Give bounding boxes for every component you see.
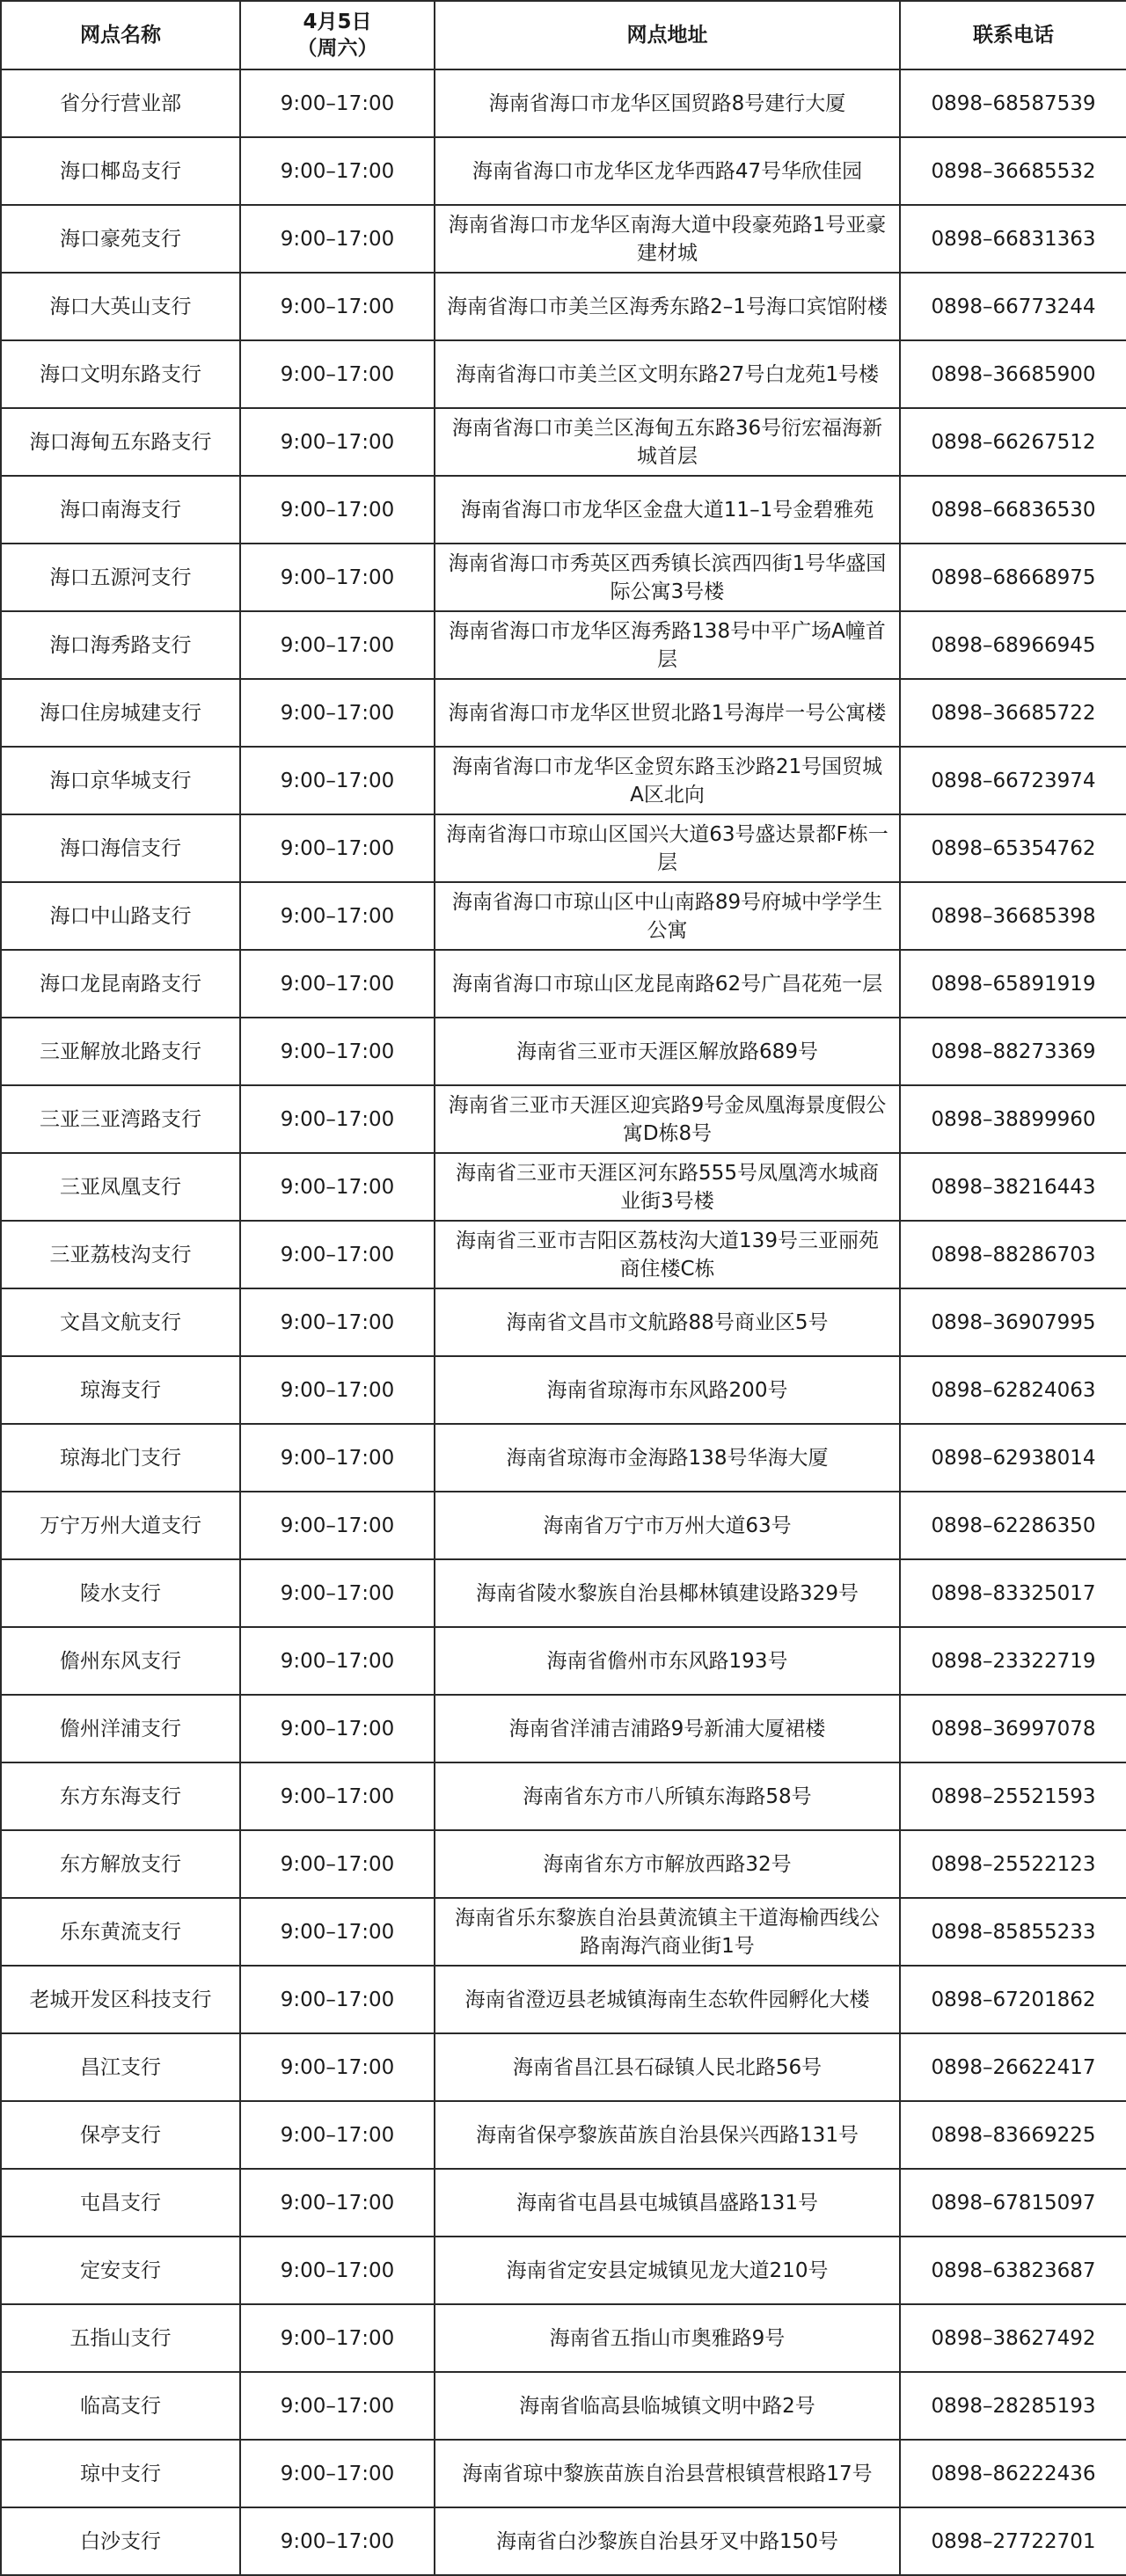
table-row (1, 137, 1126, 205)
phone-cell: 0898–66836530 (900, 476, 1126, 544)
table-row (1, 2237, 1126, 2304)
table-body (1, 69, 1126, 2575)
branch-name-cell: 定安支行 (1, 2237, 240, 2304)
phone-cell: 0898–38216443 (900, 1153, 1126, 1221)
phone-cell: 0898–23322719 (900, 1627, 1126, 1695)
hours-cell: 9:00–17:00 (240, 1492, 435, 1559)
header-address: 网点地址 (435, 1, 900, 69)
hours-cell: 9:00–17:00 (240, 1627, 435, 1695)
phone-cell: 0898–38899960 (900, 1085, 1126, 1153)
branch-name-cell: 临高支行 (1, 2372, 240, 2440)
phone-cell: 0898–36685900 (900, 340, 1126, 408)
address-cell: 海南省琼中黎族苗族自治县营根镇营根路17号 (435, 2440, 900, 2507)
phone-cell: 0898–65354762 (900, 814, 1126, 882)
phone-cell: 0898–68587539 (900, 69, 1126, 137)
phone-cell: 0898–66723974 (900, 747, 1126, 814)
table-row (1, 408, 1126, 476)
table-row (1, 1085, 1126, 1153)
branch-name-cell: 屯昌支行 (1, 2169, 240, 2237)
address-cell: 海南省海口市龙华区世贸北路1号海岸一号公寓楼 (435, 679, 900, 747)
address-cell: 海南省昌江县石碌镇人民北路56号 (435, 2033, 900, 2101)
hours-cell: 9:00–17:00 (240, 544, 435, 611)
hours-cell: 9:00–17:00 (240, 2440, 435, 2507)
hours-cell: 9:00–17:00 (240, 1559, 435, 1627)
table-row (1, 679, 1126, 747)
branch-name-cell: 海口京华城支行 (1, 747, 240, 814)
hours-cell: 9:00–17:00 (240, 1085, 435, 1153)
address-cell: 海南省海口市龙华区海秀路138号中平广场A幢首层 (435, 611, 900, 679)
hours-cell: 9:00–17:00 (240, 1424, 435, 1492)
table-row (1, 611, 1126, 679)
table-header (1, 1, 1126, 69)
hours-cell: 9:00–17:00 (240, 340, 435, 408)
table-row (1, 205, 1126, 273)
table-row (1, 2440, 1126, 2507)
branch-name-cell: 海口五源河支行 (1, 544, 240, 611)
hours-cell: 9:00–17:00 (240, 814, 435, 882)
hours-cell: 9:00–17:00 (240, 2101, 435, 2169)
address-cell: 海南省海口市龙华区国贸路8号建行大厦 (435, 69, 900, 137)
hours-cell: 9:00–17:00 (240, 2372, 435, 2440)
header-date-day: 4月5日 (303, 11, 372, 33)
hours-cell: 9:00–17:00 (240, 1288, 435, 1356)
branch-name-cell: 儋州洋浦支行 (1, 1695, 240, 1762)
address-cell: 海南省三亚市吉阳区荔枝沟大道139号三亚丽苑商住楼C栋 (435, 1221, 900, 1288)
branch-name-cell: 琼海北门支行 (1, 1424, 240, 1492)
address-cell: 海南省海口市龙华区金盘大道11–1号金碧雅苑 (435, 476, 900, 544)
address-cell: 海南省三亚市天涯区迎宾路9号金凤凰海景度假公寓D栋8号 (435, 1085, 900, 1153)
table-row (1, 1153, 1126, 1221)
branch-name-cell: 海口中山路支行 (1, 882, 240, 950)
address-cell: 海南省三亚市天涯区河东路555号凤凰湾水城商业街3号楼 (435, 1153, 900, 1221)
address-cell: 海南省海口市龙华区南海大道中段豪苑路1号亚豪建材城 (435, 205, 900, 273)
phone-cell: 0898–67815097 (900, 2169, 1126, 2237)
branch-name-cell: 三亚凤凰支行 (1, 1153, 240, 1221)
branch-name-cell: 三亚解放北路支行 (1, 1018, 240, 1085)
phone-cell: 0898–62824063 (900, 1356, 1126, 1424)
phone-cell: 0898–66773244 (900, 273, 1126, 340)
branch-name-cell: 东方解放支行 (1, 1830, 240, 1898)
hours-cell: 9:00–17:00 (240, 1762, 435, 1830)
address-cell: 海南省万宁市万州大道63号 (435, 1492, 900, 1559)
address-cell: 海南省白沙黎族自治县牙叉中路150号 (435, 2507, 900, 2575)
hours-cell: 9:00–17:00 (240, 679, 435, 747)
table-row (1, 1288, 1126, 1356)
table-row (1, 2507, 1126, 2575)
phone-cell: 0898–62286350 (900, 1492, 1126, 1559)
phone-cell: 0898–26622417 (900, 2033, 1126, 2101)
hours-cell: 9:00–17:00 (240, 950, 435, 1018)
branch-name-cell: 海口住房城建支行 (1, 679, 240, 747)
phone-cell: 0898–36685532 (900, 137, 1126, 205)
branch-name-cell: 五指山支行 (1, 2304, 240, 2372)
table-row (1, 2304, 1126, 2372)
address-cell: 海南省五指山市奥雅路9号 (435, 2304, 900, 2372)
address-cell: 海南省屯昌县屯城镇昌盛路131号 (435, 2169, 900, 2237)
table-row (1, 814, 1126, 882)
branch-name-cell: 省分行营业部 (1, 69, 240, 137)
hours-cell: 9:00–17:00 (240, 1695, 435, 1762)
phone-cell: 0898–66831363 (900, 205, 1126, 273)
branch-name-cell: 海口海秀路支行 (1, 611, 240, 679)
table-row (1, 747, 1126, 814)
phone-cell: 0898–86222436 (900, 2440, 1126, 2507)
hours-cell: 9:00–17:00 (240, 2169, 435, 2237)
branch-name-cell: 老城开发区科技支行 (1, 1966, 240, 2033)
address-cell: 海南省海口市琼山区龙昆南路62号广昌花苑一层 (435, 950, 900, 1018)
phone-cell: 0898–36685722 (900, 679, 1126, 747)
hours-cell: 9:00–17:00 (240, 2033, 435, 2101)
hours-cell: 9:00–17:00 (240, 2507, 435, 2575)
branch-name-cell: 海口海信支行 (1, 814, 240, 882)
address-cell: 海南省海口市美兰区文明东路27号白龙苑1号楼 (435, 340, 900, 408)
hours-cell: 9:00–17:00 (240, 273, 435, 340)
address-cell: 海南省乐东黎族自治县黄流镇主干道海榆西线公路南海汽商业街1号 (435, 1898, 900, 1966)
hours-cell: 9:00–17:00 (240, 747, 435, 814)
phone-cell: 0898–66267512 (900, 408, 1126, 476)
hours-cell: 9:00–17:00 (240, 1221, 435, 1288)
phone-cell: 0898–83669225 (900, 2101, 1126, 2169)
phone-cell: 0898–25521593 (900, 1762, 1126, 1830)
branch-name-cell: 保亭支行 (1, 2101, 240, 2169)
table-row (1, 340, 1126, 408)
branch-name-cell: 海口椰岛支行 (1, 137, 240, 205)
table-row (1, 950, 1126, 1018)
table-row (1, 1627, 1126, 1695)
phone-cell: 0898–36997078 (900, 1695, 1126, 1762)
table-row (1, 1830, 1126, 1898)
branch-name-cell: 海口大英山支行 (1, 273, 240, 340)
hours-cell: 9:00–17:00 (240, 205, 435, 273)
hours-cell: 9:00–17:00 (240, 1966, 435, 2033)
branch-name-cell: 海口文明东路支行 (1, 340, 240, 408)
branch-name-cell: 文昌文航支行 (1, 1288, 240, 1356)
hours-cell: 9:00–17:00 (240, 1153, 435, 1221)
header-date (240, 1, 435, 69)
address-cell: 海南省洋浦吉浦路9号新浦大厦裙楼 (435, 1695, 900, 1762)
hours-cell: 9:00–17:00 (240, 137, 435, 205)
branch-name-cell: 海口龙昆南路支行 (1, 950, 240, 1018)
branch-name-cell: 乐东黄流支行 (1, 1898, 240, 1966)
address-cell: 海南省海口市琼山区国兴大道63号盛达景都F栋一层 (435, 814, 900, 882)
address-cell: 海南省临高县临城镇文明中路2号 (435, 2372, 900, 2440)
hours-cell: 9:00–17:00 (240, 408, 435, 476)
table-row (1, 1424, 1126, 1492)
branch-name-cell: 琼中支行 (1, 2440, 240, 2507)
table-row (1, 1762, 1126, 1830)
hours-cell: 9:00–17:00 (240, 69, 435, 137)
address-cell: 海南省陵水黎族自治县椰林镇建设路329号 (435, 1559, 900, 1627)
address-cell: 海南省海口市龙华区金贸东路玉沙路21号国贸城A区北向 (435, 747, 900, 814)
hours-cell: 9:00–17:00 (240, 1018, 435, 1085)
phone-cell: 0898–88273369 (900, 1018, 1126, 1085)
header-row (1, 1, 1126, 69)
phone-cell: 0898–27722701 (900, 2507, 1126, 2575)
branch-name-cell: 儋州东风支行 (1, 1627, 240, 1695)
table-row (1, 544, 1126, 611)
header-branch-name: 网点名称 (1, 1, 240, 69)
phone-cell: 0898–65891919 (900, 950, 1126, 1018)
table-row (1, 2169, 1126, 2237)
branch-name-cell: 东方东海支行 (1, 1762, 240, 1830)
address-cell: 海南省东方市解放西路32号 (435, 1830, 900, 1898)
address-cell: 海南省海口市秀英区西秀镇长滨西四街1号华盛国际公寓3号楼 (435, 544, 900, 611)
phone-cell: 0898–85855233 (900, 1898, 1126, 1966)
phone-cell: 0898–63823687 (900, 2237, 1126, 2304)
hours-cell: 9:00–17:00 (240, 2237, 435, 2304)
table-row (1, 1221, 1126, 1288)
table-row (1, 1695, 1126, 1762)
address-cell: 海南省澄迈县老城镇海南生态软件园孵化大楼 (435, 1966, 900, 2033)
table-row (1, 1559, 1126, 1627)
address-cell: 海南省三亚市天涯区解放路689号 (435, 1018, 900, 1085)
phone-cell: 0898–62938014 (900, 1424, 1126, 1492)
phone-cell: 0898–68966945 (900, 611, 1126, 679)
address-cell: 海南省海口市龙华区龙华西路47号华欣佳园 (435, 137, 900, 205)
table-row (1, 2372, 1126, 2440)
phone-cell: 0898–38627492 (900, 2304, 1126, 2372)
branch-name-cell: 白沙支行 (1, 2507, 240, 2575)
hours-cell: 9:00–17:00 (240, 476, 435, 544)
branch-name-cell: 海口豪苑支行 (1, 205, 240, 273)
table-row (1, 273, 1126, 340)
table-row (1, 476, 1126, 544)
phone-cell: 0898–25522123 (900, 1830, 1126, 1898)
address-cell: 海南省保亭黎族苗族自治县保兴西路131号 (435, 2101, 900, 2169)
header-date-weekday: （周六） (296, 37, 378, 60)
branch-name-cell: 三亚三亚湾路支行 (1, 1085, 240, 1153)
hours-cell: 9:00–17:00 (240, 1356, 435, 1424)
branch-name-cell: 陵水支行 (1, 1559, 240, 1627)
branch-name-cell: 海口海甸五东路支行 (1, 408, 240, 476)
table-row (1, 2101, 1126, 2169)
table-row (1, 1492, 1126, 1559)
address-cell: 海南省定安县定城镇见龙大道210号 (435, 2237, 900, 2304)
table-row (1, 69, 1126, 137)
address-cell: 海南省琼海市金海路138号华海大厦 (435, 1424, 900, 1492)
branch-name-cell: 海口南海支行 (1, 476, 240, 544)
hours-cell: 9:00–17:00 (240, 2304, 435, 2372)
address-cell: 海南省海口市美兰区海秀东路2–1号海口宾馆附楼 (435, 273, 900, 340)
branch-name-cell: 昌江支行 (1, 2033, 240, 2101)
table-row (1, 1356, 1126, 1424)
header-phone: 联系电话 (900, 1, 1126, 69)
table-row (1, 882, 1126, 950)
address-cell: 海南省文昌市文航路88号商业区5号 (435, 1288, 900, 1356)
table-row (1, 2033, 1126, 2101)
table-row (1, 1898, 1126, 1966)
table-row (1, 1018, 1126, 1085)
address-cell: 海南省琼海市东风路200号 (435, 1356, 900, 1424)
hours-cell: 9:00–17:00 (240, 882, 435, 950)
hours-cell: 9:00–17:00 (240, 1898, 435, 1966)
phone-cell: 0898–28285193 (900, 2372, 1126, 2440)
hours-cell: 9:00–17:00 (240, 1830, 435, 1898)
phone-cell: 0898–36907995 (900, 1288, 1126, 1356)
phone-cell: 0898–36685398 (900, 882, 1126, 950)
address-cell: 海南省海口市琼山区中山南路89号府城中学学生公寓 (435, 882, 900, 950)
address-cell: 海南省儋州市东风路193号 (435, 1627, 900, 1695)
address-cell: 海南省海口市美兰区海甸五东路36号衍宏福海新城首层 (435, 408, 900, 476)
branch-name-cell: 琼海支行 (1, 1356, 240, 1424)
hours-cell: 9:00–17:00 (240, 611, 435, 679)
phone-cell: 0898–83325017 (900, 1559, 1126, 1627)
phone-cell: 0898–88286703 (900, 1221, 1126, 1288)
phone-cell: 0898–67201862 (900, 1966, 1126, 2033)
branch-name-cell: 万宁万州大道支行 (1, 1492, 240, 1559)
table-row (1, 1966, 1126, 2033)
branch-name-cell: 三亚荔枝沟支行 (1, 1221, 240, 1288)
address-cell: 海南省东方市八所镇东海路58号 (435, 1762, 900, 1830)
phone-cell: 0898–68668975 (900, 544, 1126, 611)
